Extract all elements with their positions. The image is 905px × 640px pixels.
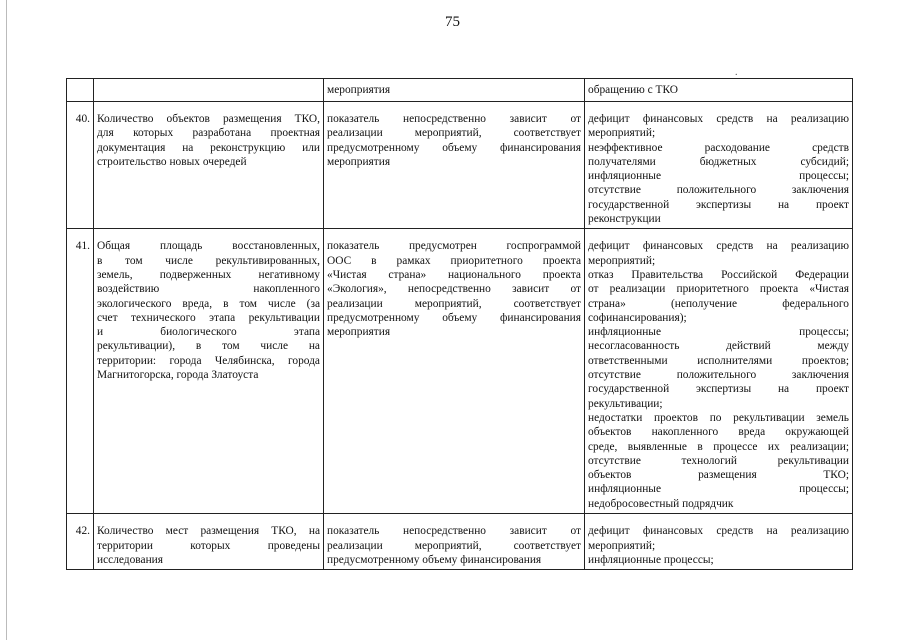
indicators-table [66,78,853,570]
cell-line: получателями бюджетных субсидий; [588,155,849,168]
cell-line: Магнитогорска, города Златоуста [97,369,259,382]
table-header-row [67,79,853,102]
cell-line: в том числе рекультивированных, [97,254,320,267]
cell-line: документация на реконструкцию или [97,141,320,154]
cell-line: мероприятий; [588,539,656,552]
row-number: 41. [67,229,94,514]
cell-line: объектов размещения ТКО; [588,469,849,482]
cell-line: отказ Правительства Российской Федерации [588,268,849,281]
cell-line: «Чистая страна» национального проекта [327,268,581,281]
cell-line: недобросовестный подрядчик [588,497,734,510]
mechanism-cell [324,102,585,229]
cell-line: инфляционные процессы; [588,553,714,566]
cell-line: софинансирования); [588,311,687,324]
cell-line: исследования [97,553,164,566]
row-number: 42. [67,514,94,570]
header-num-cell [67,79,94,102]
cell-line: отсутствие технологий рекультивации [588,454,849,467]
cell-line: предусмотренному объему финансирования [327,311,581,324]
cell-line: реализации мероприятий, соответствует [327,127,581,140]
cell-line: несогласованность действий между [588,340,849,353]
cell-line: инфляционные процессы; [588,483,849,496]
cell-line: рекультивации; [588,397,663,410]
cell-line: дефицит финансовых средств на реализацию [588,240,849,253]
cell-line: предусмотренному объему финансирования [327,553,542,566]
cell-line: рекультивации), в том числе на [97,340,320,353]
indicator-cell [94,102,324,229]
mechanism-cell [324,514,585,570]
table-row [67,102,853,229]
cell-line: инфляционные процессы; [588,170,849,183]
page-left-edge [6,0,7,640]
cell-line: счет технического этапа рекультивации [97,311,320,324]
cell-line: земель, подверженных негативному [97,268,320,281]
cell-line: для которых разработана проектная [97,127,320,140]
cell-line: территории: города Челябинска, города [97,354,320,367]
indicator-cell [94,229,324,514]
cell-line: объектов накопленного вреда окружающей [588,426,849,439]
cell-line: отсутствие положительного заключения [588,184,849,197]
table-row [67,514,853,570]
cell-line: ООС в рамках приоритетного проекта [327,254,581,267]
cell-line: государственной экспертизы на проект [588,198,849,211]
table-row [67,229,853,514]
cell-line: Количество мест размещения ТКО, на [97,525,320,538]
cell-line: воздействию накопленного [97,283,320,296]
cell-line: показатель непосредственно зависит от [327,525,581,538]
cell-line: показатель непосредственно зависит от [327,113,581,125]
cell-line: строительство новых очередей [97,155,247,168]
page-number: 75 [445,14,460,30]
cell-line: реконструкции [588,213,661,226]
cell-line: экологического вреда, в том числе (за [97,297,320,310]
cell-line: реализации мероприятий, соответствует [327,539,581,552]
cell-line: отсутствие положительного заключения [588,369,849,382]
risks-cell [585,102,853,229]
stray-dot: . [735,67,738,78]
cell-line: Количество объектов размещения ТКО, [97,113,320,125]
header-indicator-cell [94,79,324,102]
cell-line: неэффективное расходование средств [588,141,849,154]
cell-line: Общая площадь восстановленных, [97,240,320,253]
cell-line: мероприятий; [588,254,656,267]
row-number: 40. [67,102,94,229]
header-mechanism-cell: мероприятия [324,79,585,102]
cell-line: и биологического этапа [97,326,320,339]
cell-line: мероприятий; [588,127,656,140]
cell-line: реализации мероприятий, соответствует [327,297,581,310]
cell-line: предусмотренному объему финансирования [327,141,581,154]
mechanism-cell [324,229,585,514]
cell-line: от реализации приоритетного проекта «Чистая [588,283,849,296]
cell-line: мероприятия [327,326,391,339]
risks-cell [585,514,853,570]
header-risks-cell: обращению с ТКО [585,79,853,102]
risks-cell [585,229,853,514]
cell-line: показатель предусмотрен госпрограммой [327,240,581,253]
cell-line: ответственными исполнителями проектов; [588,354,849,367]
cell-line: среде, выявленные в процессе их реализации; [588,440,849,453]
cell-line: «Экология», непосредственно зависит от [327,283,581,296]
cell-line: инфляционные процессы; [588,326,849,339]
cell-line: дефицит финансовых средств на реализацию [588,113,849,125]
cell-line: государственной экспертизы на проект [588,383,849,396]
cell-line: дефицит финансовых средств на реализацию [588,525,849,538]
cell-line: территории которых проведены [97,539,320,552]
cell-line: недостатки проектов по рекультивации земель [588,411,849,424]
cell-line: мероприятия [327,155,391,168]
indicator-cell [94,514,324,570]
cell-line: страна» (неполучение федерального [588,297,849,310]
